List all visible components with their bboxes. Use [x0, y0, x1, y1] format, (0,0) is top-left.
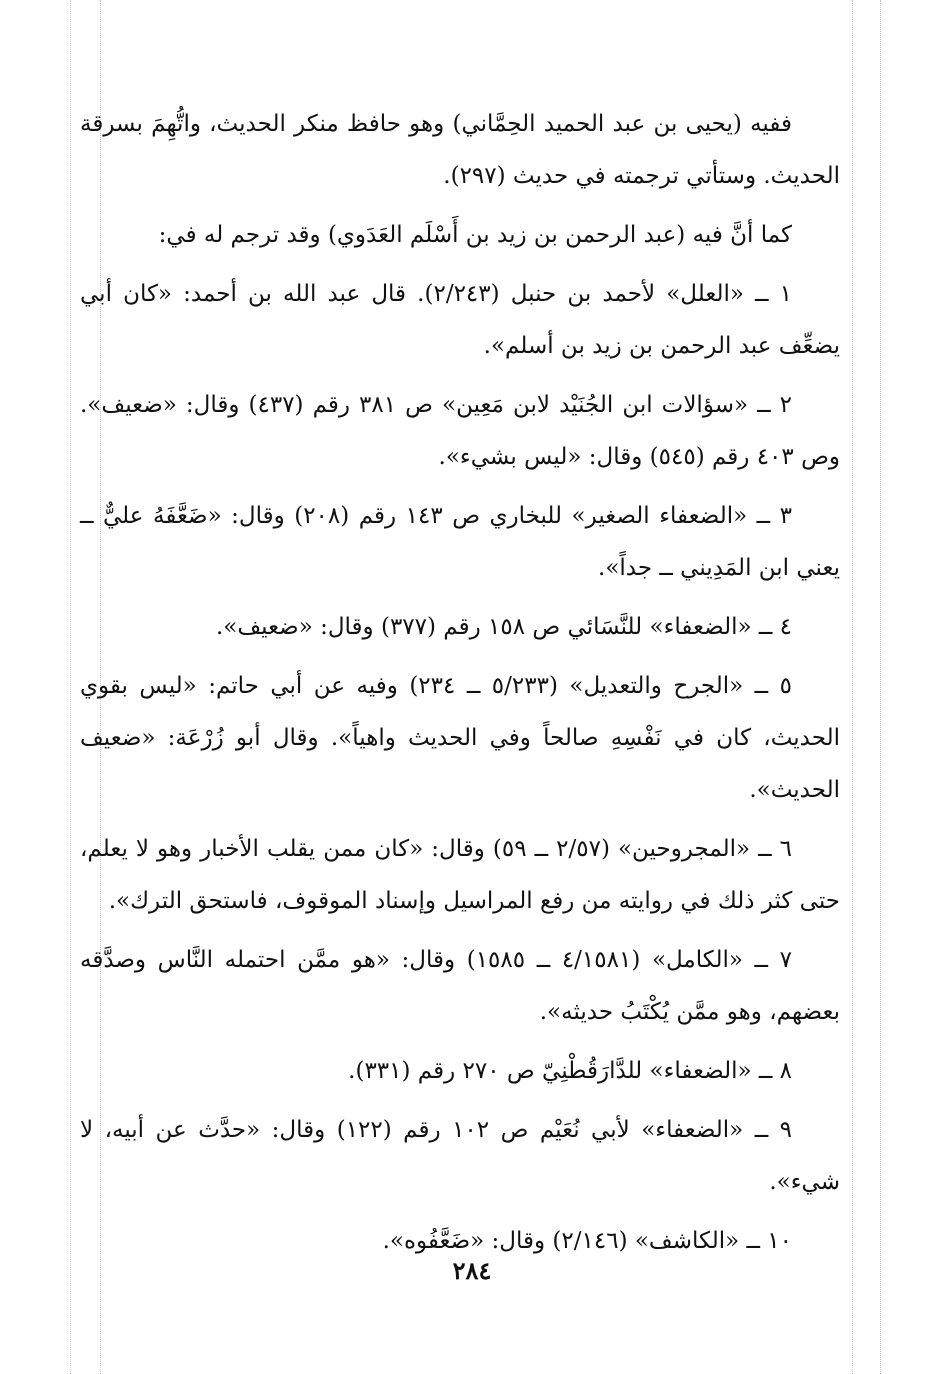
- list-item-3: ٣ ــ «الضعفاء الصغير» للبخاري ص ١٤٣ رقم (٢٠٨) وقال: «ضَعَّفَهُ عليٌّ ــ يعني ابن المَدِيني ــ جداً».: [80, 503, 840, 581]
- list-item-8: ٨ ــ «الضعفاء» للدَّارَقُطْنِيّ ص ٢٧٠ رقم (٣٣١).: [348, 1058, 792, 1084]
- list-item-5: ٥ ــ «الجرح والتعديل» (٥/٢٣٣ ــ ٢٣٤) وفيه عن أبي حاتم: «ليس بقوي الحديث، كان في نَفْسِهِ صالحاً وفي الحديث واهياً». وقال أبو زُرْعَة: «ضعيف الحديث».: [80, 673, 840, 803]
- list-item-6: ٦ ــ «المجروحين» (٢/٥٧ ــ ٥٩) وقال: «كان ممن يقلب الأخبار وهو لا يعلم، حتى كثر ذلك في روايته من رفع المراسيل وإسناد الموقوف، فاستحق الترك».: [80, 836, 840, 914]
- list-item-7: ٧ ــ «الكامل» (٤/١٥٨١ ــ ١٥٨٥) وقال: «هو ممَّن احتمله النَّاس وصدَّقه بعضهم، وهو ممَّن يُكْتَبُ حديثه».: [80, 947, 840, 1025]
- body-text: [80, 98, 840, 1274]
- scan-margin-line-left: [70, 0, 71, 1374]
- scan-margin-line-right: [880, 0, 881, 1374]
- list-item-1: ١ ــ «العلل» لأحمد بن حنبل (٢/٢٤٣). قال عبد الله بن أحمد: «كان أبي يضعِّف عبد الرحمن بن زيد بن أسلم».: [80, 281, 840, 359]
- paragraph-intro: ففيه (يحيى بن عبد الحميد الحِمَّاني) وهو حافظ منكر الحديث، واتُّهِمَ بسرقة الحديث. وستأتي ترجمته في حديث (٢٩٧).: [80, 111, 840, 189]
- list-item-4: ٤ ــ «الضعفاء» للنَّسَائي ص ١٥٨ رقم (٣٧٧) وقال: «ضعيف».: [215, 614, 792, 640]
- list-item-9: ٩ ــ «الضعفاء» لأبي نُعَيْم ص ١٠٢ رقم (١٢٢) وقال: «حدَّث عن أبيه، لا شيء».: [80, 1117, 840, 1195]
- list-item-2: ٢ ــ «سؤالات ابن الجُنَيْد لابن مَعِين» ص ٣٨١ رقم (٤٣٧) وقال: «ضعيف». وص ٤٠٣ رقم (٥٤٥) وقال: «ليس بشيء».: [80, 392, 840, 470]
- paragraph-sources-intro: كما أنَّ فيه (عبد الرحمن بن زيد بن أَسْلَم العَدَوي) وقد ترجم له في:: [158, 222, 792, 248]
- scan-margin-line-right-inner: [852, 0, 853, 1374]
- page-number: ٢٨٤: [452, 1256, 492, 1285]
- list-item-10: ١٠ ــ «الكاشف» (٢/١٤٦) وقال: «ضَعَّفُوه».: [382, 1228, 792, 1254]
